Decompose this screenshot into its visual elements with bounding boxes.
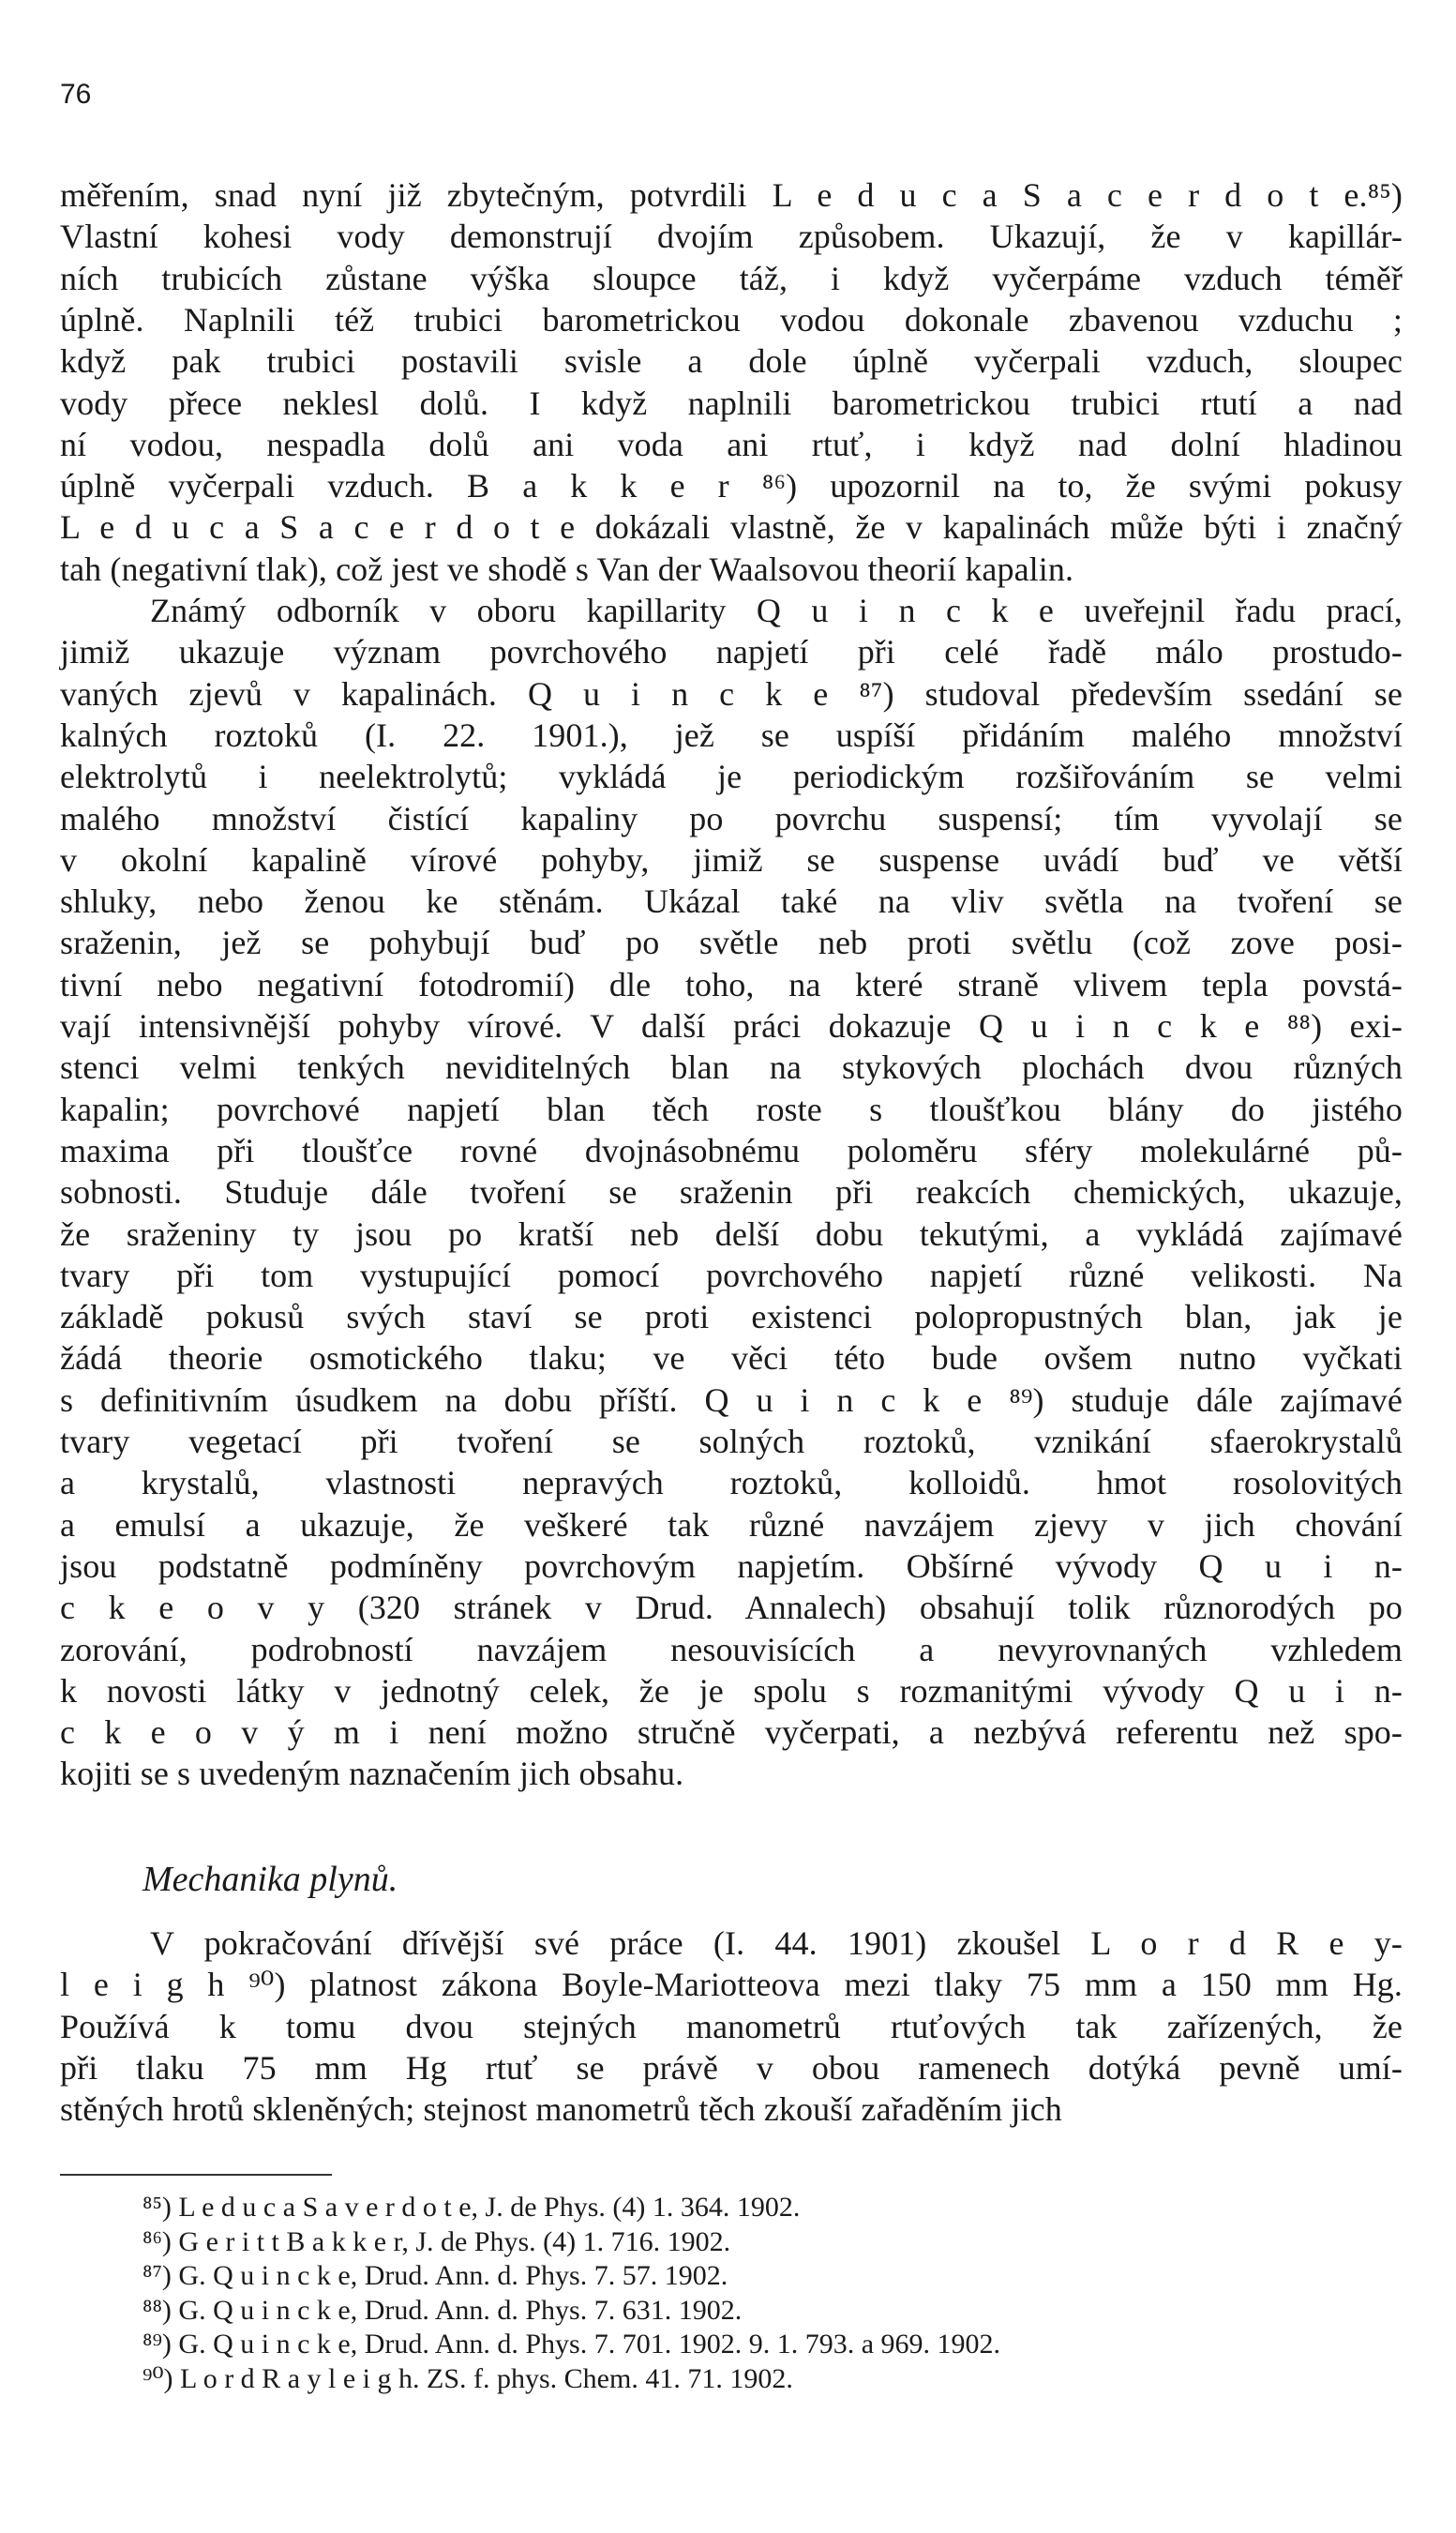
text-line: měřením, snad nyní již zbytečným, potvrdili L e d u c a S a c e r d o t e.⁸⁵)	[60, 176, 1403, 214]
text-line: ní vodou, nespadla dolů ani voda ani rtuť, i když nad dolní hladinou	[60, 425, 1403, 463]
text-line: vaných zjevů v kapalinách. Q u i n c k e ⁸⁷) studoval především ssedání se	[60, 674, 1403, 713]
text-line: úplně vyčerpali vzduch. B a k k e r ⁸⁶) upozornil na to, že svými pokusy	[60, 467, 1403, 505]
text-line: sobnosti. Studuje dále tvoření se sraženin při reakcích chemických, ukazuje,	[60, 1173, 1403, 1212]
text-line: při tlaku 75 mm Hg rtuť se právě v obou ramenech dotýká pevně umí-	[60, 2048, 1403, 2087]
text-line: L e d u c a S a c e r d o t e dokázali vlastně, že v kapalinách může býti i značný	[60, 508, 1403, 547]
footnote: ⁹⁰) L o r d R a y l e i g h. ZS. f. phys. Chem. 41. 71. 1902.	[143, 2362, 793, 2394]
text-line: jimiž ukazuje význam povrchového napjetí při celé řadě málo prostudo-	[60, 633, 1403, 671]
footnote-divider	[60, 2174, 332, 2176]
text-line: zorování, podrobností navzájem nesouvisících a nevyrovnaných vzhledem	[60, 1630, 1403, 1668]
text-line: vají intensivnější pohyby vírové. V další práci dokazuje Q u i n c k e ⁸⁸) exi-	[60, 1007, 1403, 1045]
text-line: a krystalů, vlastnosti nepravých roztoků, kolloidů. hmot rosolovitých	[60, 1464, 1403, 1502]
footnote: ⁸⁵) L e d u c a S a v e r d o t e, J. de Phys. (4) 1. 364. 1902.	[143, 2192, 801, 2223]
text-line: c k e o v y (320 stránek v Drud. Annalech) obsahují tolik různorodých po	[60, 1589, 1403, 1627]
footnote: ⁸⁷) G. Q u i n c k e, Drud. Ann. d. Phys. 7. 57. 1902.	[143, 2260, 728, 2291]
text-line: tvary vegetací při tvoření se solných roztoků, vznikání sfaerokrystalů	[60, 1423, 1403, 1460]
footnote: ⁸⁸) G. Q u i n c k e, Drud. Ann. d. Phys. 7. 631. 1902.	[143, 2294, 743, 2326]
text-line: vody přece neklesl dolů. I když naplnili barometrickou trubici rtutí a nad	[60, 384, 1403, 422]
text-line: stěných hrotů skleněných; stejnost manometrů těch zkouší zařaděním jich	[60, 2090, 1062, 2129]
text-line: elektrolytů i neelektrolytů; vykládá je periodickým rozšiřováním se velmi	[60, 758, 1403, 796]
text-line: úplně. Naplnili též trubici barometrickou vodou dokonale zbavenou vzduchu ;	[60, 300, 1403, 339]
text-line: a emulsí a ukazuje, že veškeré tak různé navzájem zjevy v jich chování	[60, 1505, 1403, 1544]
text-line: l e i g h ⁹⁰) platnost zákona Boyle-Mariotteova mezi tlaky 75 mm a 150 mm Hg.	[60, 1966, 1403, 2004]
section-heading: Mechanika plynů.	[143, 1860, 398, 1899]
text-line: c k e o v ý m i není možno stručně vyčerpati, a nezbývá referentu než spo-	[60, 1713, 1403, 1752]
text-line: kapalin; povrchové napjetí blan těch roste s tloušťkou blány do jistého	[60, 1090, 1403, 1128]
text-line: k novosti látky v jednotný celek, že je spolu s rozmanitými vývody Q u i n-	[60, 1671, 1403, 1710]
text-line: Používá k tomu dvou stejných manometrů rtuťových tak zařízených, že	[60, 2007, 1403, 2045]
text-line: tah (negativní tlak), což jest ve shodě s Van der Waalsovou theorií kapalin.	[60, 550, 1074, 588]
text-line: když pak trubici postavili svisle a dole úplně vyčerpali vzduch, sloupec	[60, 342, 1403, 381]
text-line: že sraženiny ty jsou po kratší neb delší dobu tekutými, a vykládá zajímavé	[60, 1214, 1403, 1253]
page-number: 76	[60, 79, 92, 110]
text-line: tivní nebo negativní fotodromií) dle toho, na které straně vlivem tepla povstá-	[60, 965, 1403, 1003]
footnote: ⁸⁹) G. Q u i n c k e, Drud. Ann. d. Phys. 7. 701. 1902. 9. 1. 793. a 969. 1902.	[143, 2329, 1001, 2360]
text-line: maxima při tloušťce rovné dvojnásobnému poloměru sféry molekulárné pů-	[60, 1131, 1403, 1169]
text-line: Známý odborník v oboru kapillarity Q u i n c k e uveřejnil řadu prací,	[150, 592, 1403, 629]
text-line: stenci velmi tenkých neviditelných blan na stykových plochách dvou různých	[60, 1048, 1403, 1087]
text-line: shluky, nebo ženou ke stěnám. Ukázal také na vliv světla na tvoření se	[60, 882, 1403, 921]
text-line: jsou podstatně podmíněny povrchovým napjetím. Obšírné vývody Q u i n-	[60, 1546, 1403, 1585]
text-line: sraženin, jež se pohybují buď po světle neb proti světlu (což zove posi-	[60, 924, 1403, 962]
text-line: ních trubicích zůstane výška sloupce táž, i když vyčerpáme vzduch téměř	[60, 259, 1403, 297]
text-line: základě pokusů svých staví se proti existenci polopropustných blan, jak je	[60, 1298, 1403, 1336]
text-line: kojiti se s uvedeným naznačením jich obsahu.	[60, 1755, 684, 1793]
text-line: Vlastní kohesi vody demonstrují dvojím způsobem. Ukazují, že v kapillár-	[60, 218, 1403, 256]
text-line: s definitivním úsudkem na dobu příští. Q u i n c k e ⁸⁹) studuje dále zajímavé	[60, 1380, 1403, 1419]
text-line: V pokračování dřívější své práce (I. 44. 1901) zkoušel L o r d R e y-	[150, 1924, 1403, 1962]
footnote: ⁸⁶) G e r i t t B a k k e r, J. de Phys. (4) 1. 716. 1902.	[143, 2225, 731, 2257]
text-line: malého množství čistící kapaliny po povrchu suspensí; tím vyvolají se	[60, 799, 1403, 837]
text-line: žádá theorie osmotického tlaku; ve věci této bude ovšem nutno vyčkati	[60, 1339, 1403, 1378]
text-line: v okolní kapalině vírové pohyby, jimiž se suspense uvádí buď ve větší	[60, 840, 1403, 879]
text-line: kalných roztoků (I. 22. 1901.), jež se uspíší přidáním malého množství	[60, 716, 1403, 754]
text-line: tvary při tom vystupující pomocí povrchového napjetí různé velikosti. Na	[60, 1256, 1403, 1294]
